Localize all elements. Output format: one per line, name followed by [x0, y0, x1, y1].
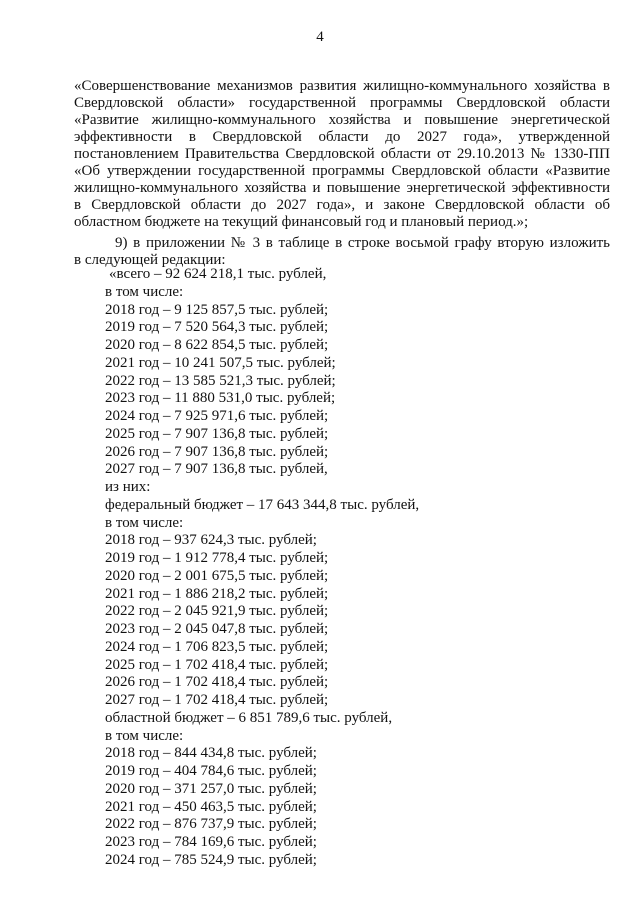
- amendment-line: 9) в приложении № 3 в таблице в строке восьмой графу вторую изложить: [115, 235, 610, 251]
- list-item: 2021 год – 1 886 218,2 тыс. рублей;: [105, 585, 329, 602]
- paragraph-line: Свердловской области» государственной программы Свердловской области: [74, 95, 610, 111]
- paragraph-line: «Совершенствование механизмов развития жилищно-коммунального хозяйства в: [74, 78, 610, 94]
- list-item: 2023 год – 784 169,6 тыс. рублей;: [105, 834, 317, 850]
- paragraph-line: областном бюджете на текущий финансовый год и плановый период.»;: [74, 214, 529, 230]
- list-item: 2021 год – 10 241 507,5 тыс. рублей;: [105, 354, 336, 371]
- paragraph-line: эффективности в Свердловской области до 2027 года», утвержденной: [74, 129, 610, 145]
- list-item: 2019 год – 1 912 778,4 тыс. рублей;: [105, 550, 329, 566]
- list-item: 2022 год – 2 045 921,9 тыс. рублей;: [105, 603, 329, 620]
- list-item: областной бюджет – 6 851 789,6 тыс. рублей,: [105, 709, 393, 726]
- top-paragraph: [74, 78, 610, 231]
- paragraph-line: «Развитие жилищно-коммунального хозяйства и повышение энергетической: [74, 112, 610, 128]
- list-item: 2019 год – 404 784,6 тыс. рублей;: [105, 763, 317, 779]
- list-item: 2022 год – 13 585 521,3 тыс. рублей;: [105, 372, 336, 389]
- paragraph-line: постановлением Правительства Свердловской области от 29.10.2013 № 1330-ПП: [74, 146, 610, 162]
- list-item: 2019 год – 7 520 564,3 тыс. рублей;: [105, 319, 329, 336]
- list-item: 2025 год – 1 702 418,4 тыс. рублей;: [105, 656, 329, 673]
- list-item: 2027 год – 1 702 418,4 тыс. рублей;: [105, 692, 329, 708]
- list-item: 2026 год – 1 702 418,4 тыс. рублей;: [105, 674, 329, 691]
- list-item: федеральный бюджет – 17 643 344,8 тыс. рублей,: [105, 496, 420, 513]
- list-item: 2022 год – 876 737,9 тыс. рублей;: [105, 816, 317, 833]
- list-item: из них:: [105, 479, 151, 495]
- list-item: 2020 год – 371 257,0 тыс. рублей;: [105, 780, 317, 797]
- amendment-line: в следующей редакции:: [74, 252, 226, 268]
- list-item: 2024 год – 785 524,9 тыс. рублей;: [105, 851, 317, 868]
- list-item: 2024 год – 7 925 971,6 тыс. рублей;: [105, 408, 329, 424]
- page-number: 4: [316, 29, 324, 45]
- paragraph-line: жилищно-коммунального хозяйства и повышение энергетической эффективности: [74, 180, 610, 196]
- list-item: 2026 год – 7 907 136,8 тыс. рублей;: [105, 443, 329, 460]
- list-item: 2020 год – 8 622 854,5 тыс. рублей;: [105, 337, 329, 353]
- list-item: «всего – 92 624 218,1 тыс. рублей,: [109, 266, 327, 282]
- amendment-paragraph: [74, 235, 610, 269]
- list-item: 2018 год – 844 434,8 тыс. рублей;: [105, 745, 317, 762]
- list-item: 2018 год – 9 125 857,5 тыс. рублей;: [105, 301, 329, 318]
- list-item: 2027 год – 7 907 136,8 тыс. рублей,: [105, 461, 328, 478]
- paragraph-line: «Об утверждении государственной программы Свердловской области «Развитие: [74, 163, 610, 179]
- list-item: в том числе:: [105, 727, 184, 744]
- list-item: в том числе:: [105, 514, 184, 531]
- paragraph-line: в Свердловской области до 2027 года», и законе Свердловской области об: [74, 197, 610, 213]
- list-item: 2025 год – 7 907 136,8 тыс. рублей;: [105, 425, 329, 442]
- list-item: 2021 год – 450 463,5 тыс. рублей;: [105, 798, 317, 815]
- funding-list: [105, 266, 525, 870]
- list-item: в том числе:: [105, 283, 184, 300]
- list-item: 2024 год – 1 706 823,5 тыс. рублей;: [105, 638, 329, 655]
- list-item: 2023 год – 2 045 047,8 тыс. рублей;: [105, 621, 329, 637]
- list-item: 2023 год – 11 880 531,0 тыс. рублей;: [105, 390, 336, 407]
- list-item: 2020 год – 2 001 675,5 тыс. рублей;: [105, 567, 329, 584]
- list-item: 2018 год – 937 624,3 тыс. рублей;: [105, 532, 317, 549]
